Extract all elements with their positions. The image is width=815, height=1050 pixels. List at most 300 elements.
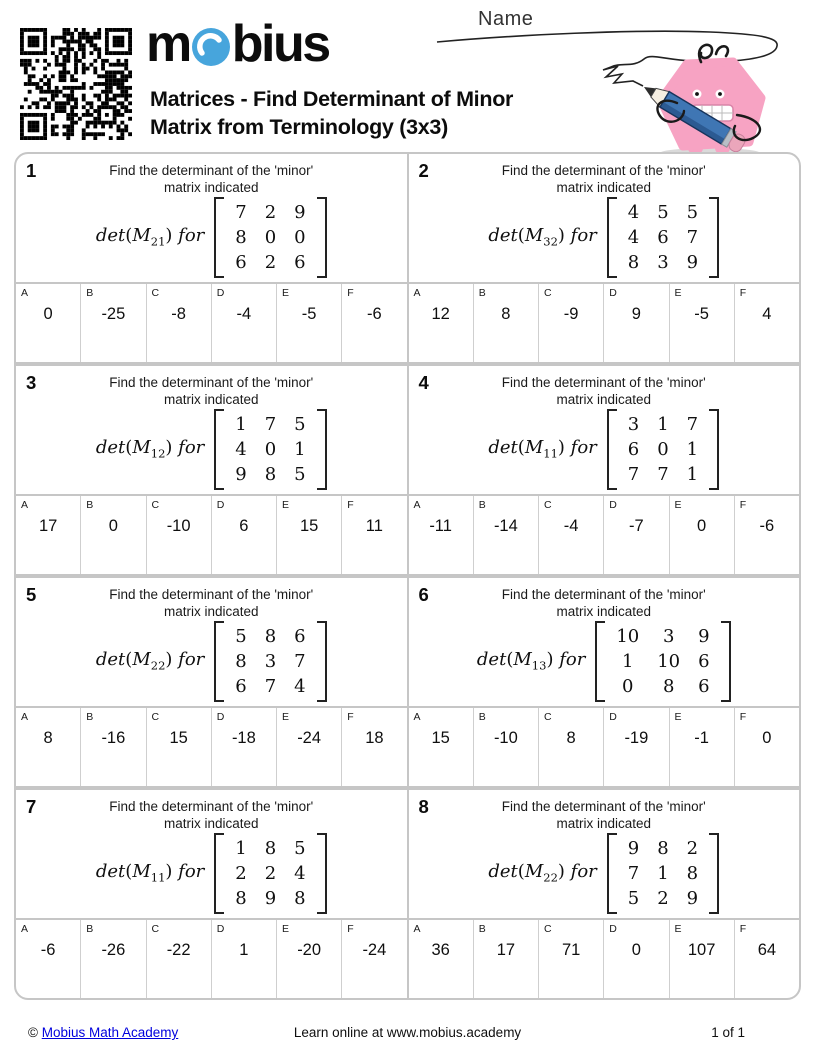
problem-instruction: Find the determinant of the 'minor' matrix indicated <box>501 587 706 619</box>
answer-cell <box>276 496 341 574</box>
answer-cell <box>341 496 406 574</box>
determinant-notation: $\det(M_{13})$ for <box>476 649 586 673</box>
answer-cell <box>16 920 80 998</box>
matrix-entry: 8 <box>235 887 247 909</box>
answer-value: 11 <box>365 517 383 535</box>
answer-cell <box>669 920 734 998</box>
answer-value: 6 <box>239 517 249 535</box>
answer-letter: B <box>86 711 94 723</box>
problem-body <box>16 366 407 494</box>
answer-value: 8 <box>43 729 53 747</box>
matrix <box>214 409 326 490</box>
matrix <box>607 833 719 914</box>
matrix-entry: 1 <box>657 862 669 884</box>
matrix-entry: 8 <box>686 862 699 884</box>
answer-cell <box>409 920 473 998</box>
answer-cell <box>734 496 799 574</box>
matrix-entry: 9 <box>686 887 699 909</box>
answer-cell <box>16 496 80 574</box>
title-line-2: Matrix from Terminology (3x3) <box>150 114 448 139</box>
answer-letter: C <box>151 923 160 935</box>
answer-cell <box>341 284 406 362</box>
answer-value: -24 <box>297 729 322 747</box>
matrix-bracket-right <box>317 833 327 914</box>
matrix-entry: 2 <box>264 862 277 884</box>
answer-value: 8 <box>566 729 576 747</box>
answer-letter: B <box>86 287 94 299</box>
answer-letter: F <box>739 287 747 299</box>
answer-cell <box>603 496 668 574</box>
problem-body <box>16 578 407 706</box>
matrix-entry: 2 <box>686 837 699 859</box>
matrix-entry: 0 <box>657 438 669 460</box>
answer-letter: A <box>21 499 29 511</box>
answer-options <box>16 706 407 786</box>
answer-cell <box>473 496 538 574</box>
answer-cell <box>538 496 603 574</box>
matrix-entry: 0 <box>264 438 277 460</box>
answer-letter: A <box>413 923 421 935</box>
answer-letter: F <box>347 923 354 935</box>
answer-value: -4 <box>563 517 579 535</box>
problem-row <box>14 152 801 364</box>
matrix-entry: 5 <box>686 201 699 223</box>
matrix-bracket-left <box>607 409 617 490</box>
page-indicator: 1 of 1 <box>711 1025 745 1040</box>
matrix-entry: 6 <box>627 438 640 460</box>
matrix-entry: 4 <box>294 862 306 884</box>
answer-options <box>16 282 407 362</box>
answer-cell <box>603 708 668 786</box>
problem-row <box>14 576 801 788</box>
matrix-entry: 8 <box>662 675 675 697</box>
monster-mouth <box>692 105 733 121</box>
problem-body <box>16 790 407 918</box>
answer-letter: B <box>478 923 486 935</box>
answer-cell <box>473 920 538 998</box>
answer-cell <box>276 920 341 998</box>
answer-letter: E <box>674 923 682 935</box>
matrix-bracket-left <box>595 621 605 702</box>
monster-eye <box>695 92 699 96</box>
problem-body <box>409 366 800 494</box>
determinant-notation: $\det(M_{32})$ for <box>488 225 597 249</box>
problem-number: 2 <box>418 160 429 181</box>
answer-value: -7 <box>629 517 644 535</box>
answer-options <box>16 918 407 998</box>
problem-number: 4 <box>418 372 429 393</box>
matrix-values <box>224 409 316 490</box>
answer-value: -19 <box>624 729 649 747</box>
problem-card <box>407 790 800 998</box>
answer-cell <box>80 284 145 362</box>
matrix-entry: 10 <box>616 625 640 647</box>
matrix-entry: 5 <box>294 463 306 485</box>
answer-letter: E <box>674 711 682 723</box>
answer-cell <box>473 708 538 786</box>
answer-cell <box>211 920 276 998</box>
problem-number: 6 <box>418 584 429 605</box>
problem-row <box>14 364 801 576</box>
answer-cell <box>211 284 276 362</box>
answer-value: 17 <box>496 941 516 959</box>
answer-options <box>409 706 800 786</box>
matrix-entry: 8 <box>235 650 247 672</box>
determinant-notation: $\det(M_{12})$ for <box>95 437 205 461</box>
problem-instruction: Find the determinant of the 'minor' matrix indicated <box>109 799 314 831</box>
answer-letter: A <box>21 287 29 299</box>
copyright-symbol: © <box>28 1025 38 1040</box>
problem-expression <box>16 408 407 494</box>
determinant-notation: $\det(M_{21})$ for <box>95 225 205 249</box>
matrix-entry: 9 <box>264 887 277 909</box>
answer-letter: E <box>282 499 290 511</box>
monster-body <box>661 62 761 146</box>
problem-expression <box>16 196 407 282</box>
determinant-notation: $\det(M_{11})$ for <box>95 861 205 885</box>
matrix-entry: 7 <box>264 413 277 435</box>
matrix-entry: 4 <box>627 201 640 223</box>
monster-hair <box>699 45 728 62</box>
matrix-entry: 8 <box>657 837 669 859</box>
answer-letter: C <box>151 711 160 723</box>
answer-value: -1 <box>694 729 709 747</box>
matrix <box>214 833 326 914</box>
answer-cell <box>669 496 734 574</box>
answer-cell <box>16 708 80 786</box>
determinant-notation: $\det(M_{22})$ for <box>488 861 597 885</box>
answer-cell <box>211 496 276 574</box>
answer-value: -6 <box>40 941 56 959</box>
matrix-entry: 2 <box>264 201 277 223</box>
footer-center-text: Learn online at www.mobius.academy <box>293 1025 522 1040</box>
answer-value: 64 <box>757 941 777 959</box>
answer-value: 9 <box>631 305 641 323</box>
matrix-entry: 7 <box>235 201 247 223</box>
answer-letter: E <box>674 287 682 299</box>
answer-letter: D <box>609 711 617 723</box>
matrix-entry: 1 <box>235 413 247 435</box>
answer-cell <box>146 284 211 362</box>
answer-cell <box>734 920 799 998</box>
matrix-bracket-right <box>317 621 327 702</box>
answer-value: -14 <box>493 517 518 535</box>
answer-cell <box>409 708 473 786</box>
problem-card <box>407 366 800 574</box>
matrix-entry: 6 <box>294 625 306 647</box>
problem-body <box>16 154 407 282</box>
answer-cell <box>409 496 473 574</box>
answer-letter: D <box>216 499 225 511</box>
mobius-logo <box>146 14 329 74</box>
answer-value: -18 <box>231 729 256 747</box>
name-underline-scribble <box>437 31 777 86</box>
problem-instruction: Find the determinant of the 'minor' matrix indicated <box>109 163 314 195</box>
answer-letter: D <box>609 923 617 935</box>
problem-instruction: Find the determinant of the 'minor' matrix indicated <box>501 799 706 831</box>
answer-cell <box>276 284 341 362</box>
matrix-entry: 6 <box>698 675 710 697</box>
answer-letter: A <box>413 711 421 723</box>
answer-value: 17 <box>38 517 58 535</box>
matrix-entry: 1 <box>235 837 247 859</box>
answer-value: 1 <box>239 941 249 959</box>
answer-value: -26 <box>101 941 126 959</box>
qr-code <box>20 28 132 140</box>
answer-letter: D <box>216 923 225 935</box>
matrix-entry: 8 <box>264 625 277 647</box>
problems-grid <box>14 152 801 1000</box>
answer-letter: F <box>739 499 747 511</box>
answer-letter: B <box>86 923 94 935</box>
problem-card <box>16 578 407 786</box>
answer-cell <box>80 920 145 998</box>
answer-options <box>16 494 407 574</box>
answer-value: -4 <box>236 305 252 323</box>
matrix-entry: 9 <box>627 837 640 859</box>
answer-letter: C <box>151 499 160 511</box>
problem-body <box>409 578 800 706</box>
matrix-bracket-right <box>317 197 327 278</box>
answer-value: -22 <box>166 941 191 959</box>
matrix-entry: 8 <box>294 887 306 909</box>
matrix-bracket-left <box>607 833 617 914</box>
answer-cell <box>473 284 538 362</box>
answer-value: -5 <box>301 305 317 323</box>
matrix-entry: 5 <box>294 413 306 435</box>
matrix-bracket-right <box>709 833 719 914</box>
matrix-entry: 9 <box>235 463 247 485</box>
matrix-entry: 6 <box>657 226 669 248</box>
answer-letter: F <box>347 711 354 723</box>
answer-value: 71 <box>561 941 581 959</box>
matrix-entry: 1 <box>294 438 306 460</box>
answer-letter: C <box>544 287 552 299</box>
problem-card <box>16 790 407 998</box>
problem-expression <box>16 832 407 918</box>
answer-letter: E <box>282 923 290 935</box>
problem-instruction: Find the determinant of the 'minor' matrix indicated <box>109 375 314 407</box>
matrix <box>607 409 719 490</box>
answer-letter: F <box>739 923 747 935</box>
matrix <box>595 621 730 702</box>
matrix-values <box>617 409 709 490</box>
answer-letter: B <box>478 499 486 511</box>
problem-number: 7 <box>26 796 37 817</box>
matrix-bracket-right <box>709 409 719 490</box>
matrix-entry: 8 <box>235 226 247 248</box>
matrix-entry: 8 <box>627 251 640 273</box>
footer-copyright <box>28 1025 178 1040</box>
matrix-values <box>617 197 709 278</box>
answer-cell <box>211 708 276 786</box>
footer <box>0 1025 815 1040</box>
answer-letter: C <box>544 499 552 511</box>
problem-expression <box>16 620 407 706</box>
answer-value: 4 <box>762 305 772 323</box>
matrix-entry: 3 <box>264 650 277 672</box>
matrix-values <box>605 621 720 702</box>
answer-letter: A <box>21 711 29 723</box>
matrix-entry: 7 <box>264 675 277 697</box>
answer-value: 0 <box>631 941 641 959</box>
answer-letter: E <box>282 711 290 723</box>
matrix-entry: 5 <box>627 887 640 909</box>
answer-value: -16 <box>101 729 126 747</box>
answer-value: -11 <box>429 517 452 535</box>
answer-value: -8 <box>171 305 186 323</box>
answer-options <box>409 918 800 998</box>
problem-instruction: Find the determinant of the 'minor' matrix indicated <box>109 587 314 619</box>
matrix-entry: 9 <box>294 201 306 223</box>
matrix-entry: 2 <box>264 251 277 273</box>
answer-value: -6 <box>367 305 382 323</box>
matrix-entry: 8 <box>264 463 277 485</box>
answer-value: -24 <box>362 941 387 959</box>
answer-value: 0 <box>43 305 53 323</box>
matrix-entry: 3 <box>657 251 669 273</box>
matrix-entry: 2 <box>657 887 669 909</box>
matrix-bracket-right <box>721 621 731 702</box>
answer-letter: A <box>413 499 421 511</box>
answer-value: -20 <box>297 941 322 959</box>
answer-value: 107 <box>687 941 716 959</box>
answer-letter: A <box>413 287 421 299</box>
matrix-entry: 7 <box>294 650 306 672</box>
monster-arm-right <box>734 115 760 140</box>
problem-expression <box>409 196 800 282</box>
matrix-entry: 9 <box>686 251 699 273</box>
matrix-entry: 4 <box>627 226 640 248</box>
answer-cell <box>80 496 145 574</box>
answer-letter: A <box>21 923 29 935</box>
name-field-label: Name <box>478 8 534 30</box>
answer-cell <box>734 708 799 786</box>
answer-value: -9 <box>563 305 579 323</box>
matrix-entry: 7 <box>657 463 669 485</box>
answer-cell <box>146 708 211 786</box>
answer-cell <box>538 708 603 786</box>
answer-letter: D <box>216 711 225 723</box>
logo-text-post: bius <box>231 15 329 73</box>
matrix <box>607 197 719 278</box>
answer-cell <box>734 284 799 362</box>
matrix <box>214 621 326 702</box>
answer-letter: F <box>739 711 747 723</box>
problem-instruction: Find the determinant of the 'minor' matrix indicated <box>501 163 706 195</box>
determinant-notation: $\det(M_{11})$ for <box>488 437 597 461</box>
pencil <box>639 79 747 154</box>
answer-cell <box>80 708 145 786</box>
matrix-bracket-right <box>709 197 719 278</box>
matrix-entry: 3 <box>662 625 675 647</box>
matrix-entry: 0 <box>264 226 277 248</box>
problem-body <box>409 154 800 282</box>
problem-expression <box>409 408 800 494</box>
matrix-bracket-left <box>214 409 224 490</box>
answer-value: -25 <box>101 305 126 323</box>
answer-letter: E <box>674 499 682 511</box>
matrix-entry: 0 <box>622 675 634 697</box>
mobius-academy-link[interactable]: Mobius Math Academy <box>41 1025 179 1040</box>
answer-value: 15 <box>431 729 450 747</box>
matrix-bracket-left <box>214 621 224 702</box>
logo-text-pre: m <box>146 15 190 73</box>
matrix-entry: 5 <box>235 625 247 647</box>
problem-card <box>16 154 407 362</box>
matrix-entry: 2 <box>235 862 247 884</box>
answer-letter: E <box>282 287 290 299</box>
determinant-notation: $\det(M_{22})$ for <box>95 649 205 673</box>
matrix-entry: 4 <box>294 675 306 697</box>
answer-letter: B <box>478 287 486 299</box>
answer-letter: C <box>544 711 552 723</box>
matrix-entry: 7 <box>627 862 640 884</box>
matrix-bracket-right <box>317 409 327 490</box>
answer-letter: B <box>86 499 94 511</box>
answer-value: 18 <box>365 729 384 747</box>
answer-letter: D <box>216 287 225 299</box>
answer-value: -6 <box>759 517 775 535</box>
matrix-values <box>224 197 316 278</box>
matrix-entry: 5 <box>294 837 306 859</box>
matrix-entry: 6 <box>235 675 247 697</box>
problem-number: 1 <box>26 160 37 181</box>
answer-value: 15 <box>169 729 188 747</box>
matrix-entry: 1 <box>657 413 669 435</box>
answer-cell <box>669 708 734 786</box>
answer-cell <box>603 920 668 998</box>
matrix-values <box>224 621 316 702</box>
matrix-bracket-left <box>607 197 617 278</box>
matrix-bracket-left <box>214 833 224 914</box>
answer-letter: D <box>609 287 617 299</box>
matrix-entry: 7 <box>686 413 699 435</box>
answer-cell <box>276 708 341 786</box>
matrix-entry: 0 <box>294 226 306 248</box>
matrix-entry: 7 <box>627 463 640 485</box>
answer-value: -10 <box>166 517 191 535</box>
answer-cell <box>341 920 406 998</box>
answer-value: 8 <box>501 305 511 323</box>
matrix-entry: 5 <box>657 201 669 223</box>
answer-cell <box>538 284 603 362</box>
mobius-o-icon <box>191 27 231 67</box>
matrix-entry: 3 <box>627 413 640 435</box>
answer-value: 15 <box>299 517 319 535</box>
answer-value: -10 <box>493 729 518 747</box>
problem-number: 3 <box>26 372 37 393</box>
problem-number: 5 <box>26 584 37 605</box>
answer-cell <box>409 284 473 362</box>
answer-value: 0 <box>697 517 707 535</box>
problem-card <box>407 578 800 786</box>
matrix-bracket-left <box>214 197 224 278</box>
monster-arm-left <box>657 101 684 122</box>
matrix-entry: 9 <box>698 625 710 647</box>
answer-letter: F <box>347 499 354 511</box>
matrix <box>214 197 326 278</box>
answer-cell <box>16 284 80 362</box>
answer-value: -5 <box>694 305 709 323</box>
answer-value: 0 <box>762 729 772 747</box>
answer-cell <box>146 920 211 998</box>
title-line-1: Matrices - Find Determinant of Minor <box>150 87 514 111</box>
answer-value: 36 <box>431 941 450 959</box>
problem-number: 8 <box>418 796 429 817</box>
answer-letter: C <box>544 923 552 935</box>
monster-eye <box>718 92 722 96</box>
